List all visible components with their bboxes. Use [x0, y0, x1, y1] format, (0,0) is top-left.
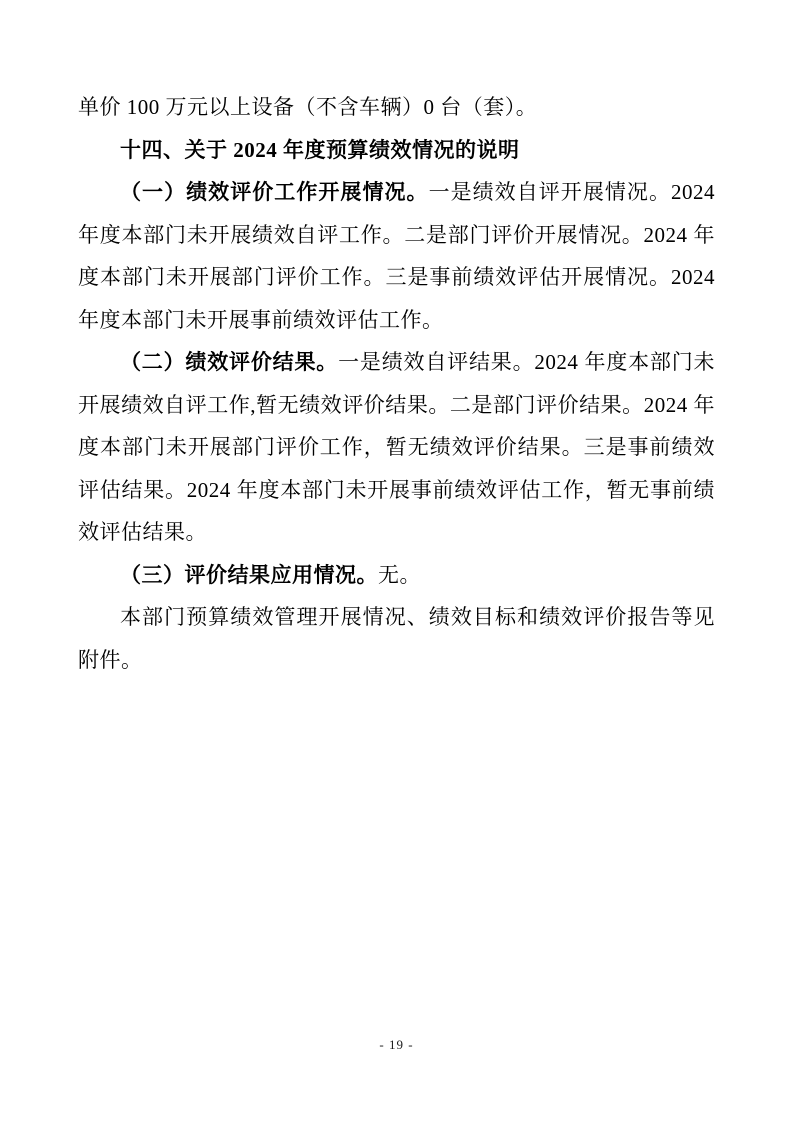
paragraph-performance-evaluation-results — [78, 341, 715, 554]
section-heading: 十四、关于 2024 年度预算绩效情况的说明 — [120, 137, 520, 162]
paragraph-body: 无。 — [378, 562, 421, 587]
paragraph-lead: （二）绩效评价结果。 — [120, 350, 339, 374]
paragraph-continuation: 单价 100 万元以上设备（不含车辆）0 台（套）。 — [78, 95, 538, 119]
page-content — [78, 86, 715, 681]
paragraph-results-application — [78, 554, 715, 597]
paragraph-body: 本部门预算绩效管理开展情况、绩效目标和绩效评价报告等见附件。 — [78, 605, 715, 672]
paragraph-attachments-note — [78, 596, 715, 681]
paragraph-lead: （一）绩效评价工作开展情况。 — [120, 180, 429, 204]
paragraph-lead: （三）评价结果应用情况。 — [120, 562, 378, 587]
paragraph-performance-evaluation-work — [78, 171, 715, 341]
page-number: - 19 - — [379, 1037, 414, 1052]
paragraph-body: 一是绩效自评开展情况。2024 年度本部门未开展绩效自评工作。二是部门评价开展情况。2024 年度本部门未开展部门评价工作。三是事前绩效评估开展情况。2024 年度本部门未开展事前绩效评估工作。 — [78, 180, 716, 332]
paragraph-body: 一是绩效自评结果。2024 年度本部门未开展绩效自评工作,暂无绩效评价结果。二是部门评价结果。2024 年度本部门未开展部门评价工作，暂无绩效评价结果。三是事前绩效评估结果。2024 年度本部门未开展事前绩效评估工作，暂无事前绩效评估结果。 — [78, 350, 716, 544]
